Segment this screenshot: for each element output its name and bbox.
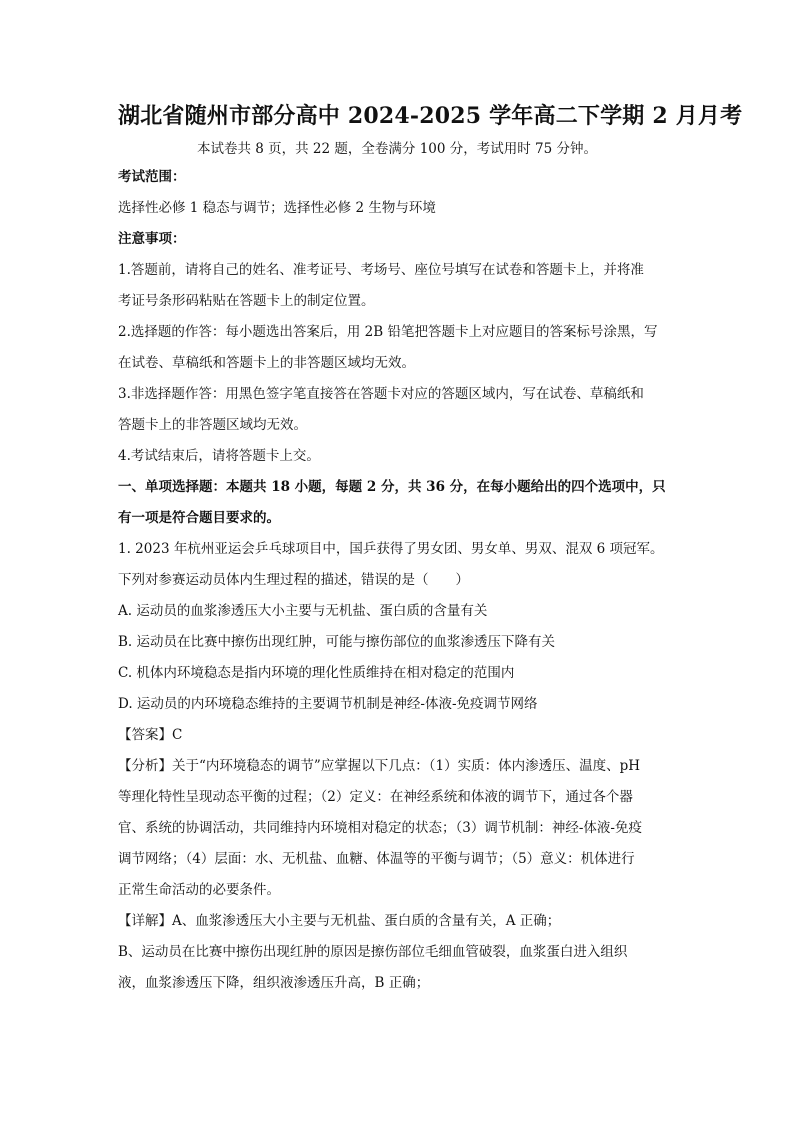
note-line: 在试卷、草稿纸和答题卡上的非答题区域均无效。 — [118, 355, 415, 371]
note-line: 答题卡上的非答题区域均无效。 — [118, 417, 307, 433]
exam-subtitle: 本试卷共 8 页，共 22 题，全卷满分 100 分，考试用时 75 分钟。 — [196, 141, 598, 157]
option-b: B. 运动员在比赛中擦伤出现红肿，可能与擦伤部位的血浆渗透压下降有关 — [118, 634, 556, 650]
note-line: 3.非选择题作答：用黑色签字笔直接答在答题卡对应的答题区域内，写在试卷、草稿纸和 — [118, 386, 644, 402]
option-d: D. 运动员的内环境稳态维持的主要调节机制是神经-体液-免疫调节网络 — [118, 696, 538, 712]
option-c: C. 机体内环境稳态是指内环境的理化性质维持在相对稳定的范围内 — [118, 665, 515, 681]
analysis-line: 调节网络；（4）层面：水、无机盐、血糖、体温等的平衡与调节；（5）意义：机体进行 — [118, 851, 635, 867]
detail-line: 液，血浆渗透压下降，组织液渗透压升高，B 正确； — [118, 975, 430, 991]
note-line: 2.选择题的作答：每小题选出答案后，用 2B 铅笔把答题卡上对应题目的答案标号涂黑，写 — [118, 324, 658, 340]
detail-line: 【详解】A、血浆渗透压大小主要与无机盐、蛋白质的含量有关，A 正确； — [118, 913, 561, 929]
detail-line: B、运动员在比赛中擦伤出现红肿的原因是擦伤部位毛细血管破裂，血浆蛋白进入组织 — [118, 944, 628, 960]
note-line: 考证号条形码粘贴在答题卡上的制定位置。 — [118, 293, 375, 309]
option-a: A. 运动员的血浆渗透压大小主要与无机盐、蛋白质的含量有关 — [118, 603, 488, 619]
analysis-line: 等理化特性呈现动态平衡的过程；（2）定义：在神经系统和体液的调节下，通过各个器 — [118, 789, 633, 805]
analysis-line: 正常生命活动的必要条件。 — [118, 882, 280, 898]
exam-title: 湖北省随州市部分高中 2024-2025 学年高二下学期 2 月月考 — [118, 103, 743, 129]
question-line: 1. 2023 年杭州亚运会乒乓球项目中，国乒获得了男女团、男女单、男双、混双 6 项冠军。 — [118, 541, 664, 557]
analysis-line: 官、系统的协调活动，共同维持内环境相对稳定的状态；（3）调节机制：神经-体液-免疫 — [118, 820, 642, 836]
section-heading-line: 有一项是符合题目要求的。 — [118, 510, 280, 526]
section-heading-line: 一、单项选择题：本题共 18 小题，每题 2 分，共 36 分，在每小题给出的四个选项中，只 — [118, 479, 666, 495]
question-line: 下列对参赛运动员体内生理过程的描述，错误的是（ ） — [118, 572, 469, 588]
scope-text: 选择性必修 1 稳态与调节；选择性必修 2 生物与环境 — [118, 200, 436, 216]
note-line: 1.答题前，请将自己的姓名、准考证号、考场号、座位号填写在试卷和答题卡上，并将准 — [118, 262, 644, 278]
analysis-line: 【分析】关于“内环境稳态的调节”应掌握以下几点：（1）实质：体内渗透压、温度、pH — [118, 758, 641, 774]
notes-heading: 注意事项： — [118, 231, 186, 247]
note-line: 4.考试结束后，请将答题卡上交。 — [118, 448, 320, 464]
scope-heading: 考试范围： — [118, 169, 186, 185]
answer-line: 【答案】C — [118, 727, 183, 743]
page-content — [118, 100, 743, 999]
